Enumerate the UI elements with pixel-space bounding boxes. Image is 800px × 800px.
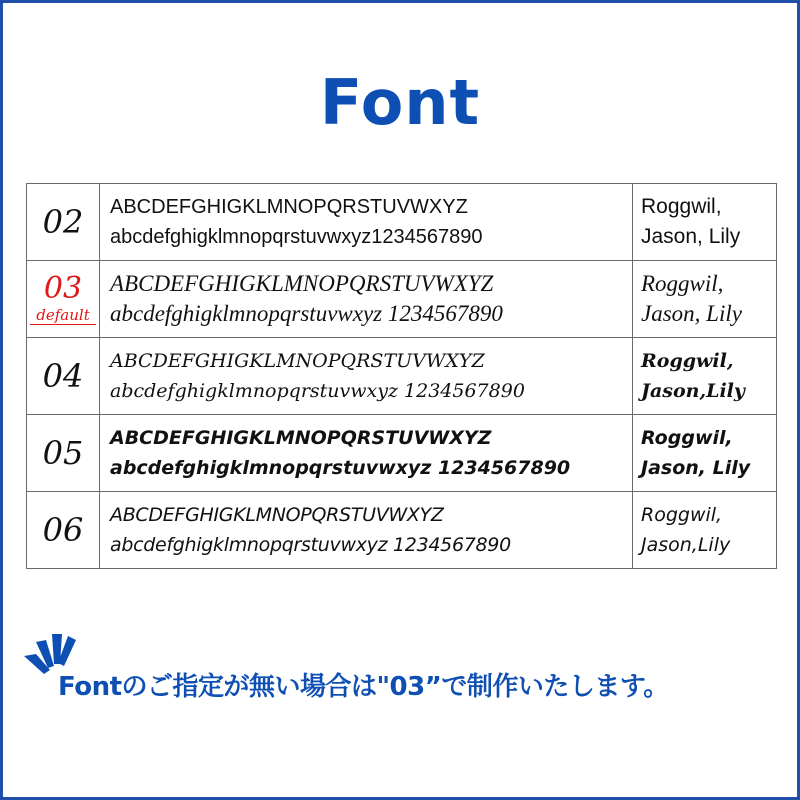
font-table [26, 183, 777, 569]
sample-uppercase: ABCDEFGHIGKLMNOPQRSTUVWXYZ [110, 504, 444, 526]
sample-uppercase: ABCDEFGHIGKLMNOPQRSTUVWXYZ [110, 196, 468, 218]
sample-lowercase: abcdefghigklmnopqrstuvwxyz 1234567890 [110, 457, 571, 479]
sample-name-line: Jason, Lily [641, 457, 751, 479]
font-sample [100, 184, 633, 261]
sample-name-line: Roggwil, [641, 271, 724, 296]
font-number: 03 [43, 270, 83, 306]
font-number: 05 [27, 415, 100, 492]
sample-name-line: Roggwil, [641, 504, 723, 526]
sample-lowercase: abcdefghigklmnopqrstuvwxyz 1234567890 [110, 534, 511, 556]
default-font-note [22, 630, 792, 700]
default-label: default [30, 306, 96, 325]
sample-name-line: Jason, Lily [641, 301, 742, 326]
font-number: 06 [27, 492, 100, 569]
font-sample [100, 415, 633, 492]
font-row-06 [27, 492, 777, 569]
sample-names [633, 492, 777, 569]
sample-name-line: Jason,Lily [641, 380, 745, 402]
font-number: 02 [27, 184, 100, 261]
font-sample [100, 261, 633, 338]
sample-lowercase: abcdefghigklmnopqrstuvwxyz 1234567890 [110, 380, 525, 402]
sample-uppercase: ABCDEFGHIGKLMNOPQRSTUVWXYZ [110, 271, 494, 296]
page-title: Font [319, 66, 481, 139]
font-row-02 [27, 184, 777, 261]
font-row-03 [27, 261, 777, 338]
sample-lowercase: abcdefghigklmnopqrstuvwxyz 1234567890 [110, 301, 503, 326]
sample-names [633, 184, 777, 261]
sample-uppercase: ABCDEFGHIGKLMNOPQRSTUVWXYZ [110, 350, 485, 372]
sample-names [633, 415, 777, 492]
sample-uppercase: ABCDEFGHIGKLMNOPQRSTUVWXYZ [110, 427, 492, 449]
sample-names [633, 338, 777, 415]
font-row-04 [27, 338, 777, 415]
font-number: 04 [27, 338, 100, 415]
sample-names [633, 261, 777, 338]
font-sample [100, 492, 633, 569]
sample-name-line: Jason,Lily [641, 534, 731, 556]
font-number-default [27, 261, 100, 338]
sample-name-line: Roggwil, [641, 350, 734, 372]
font-sample [100, 338, 633, 415]
sample-lowercase: abcdefghigklmnopqrstuvwxyz1234567890 [110, 226, 483, 248]
note-text: Fontのご指定が無い場合は"03”で制作いたします。 [58, 672, 669, 702]
font-row-05 [27, 415, 777, 492]
sample-name-line: Jason, Lily [641, 225, 741, 248]
sample-name-line: Roggwil, [641, 195, 722, 218]
sample-name-line: Roggwil, [641, 427, 733, 449]
